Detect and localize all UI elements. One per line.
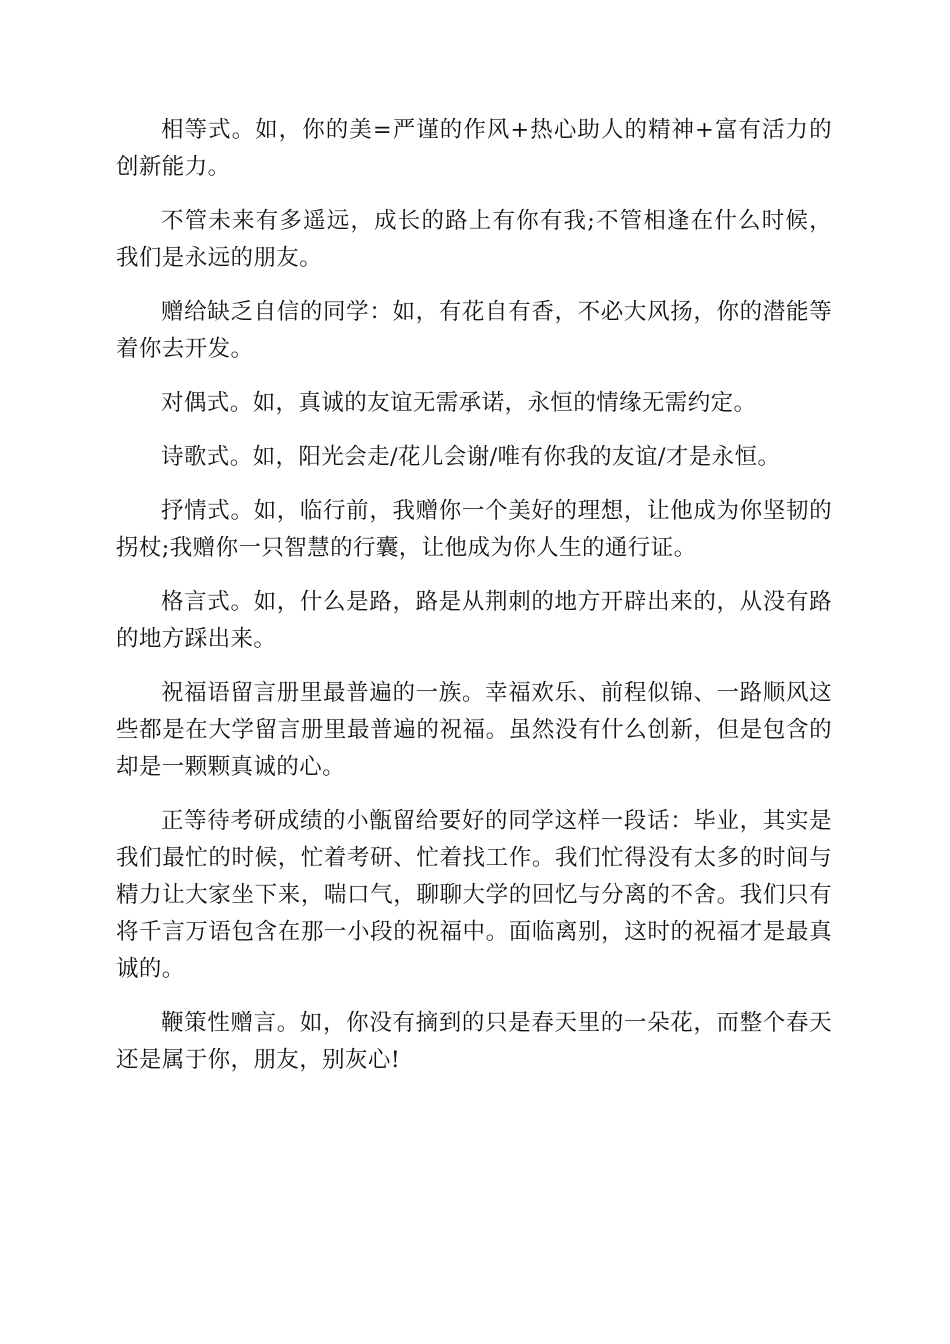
paragraph-poetry-style: 诗歌式。如，阳光会走/花儿会谢/唯有你我的友谊/才是永恒。 xyxy=(161,444,781,470)
paragraph-lyrical-style: 抒情式。如，临行前，我赠你一个美好的理想，让他成为你坚韧的拐杖;我赠你一只智慧的行囊，让他成为你人生的通行证。 xyxy=(116,498,832,561)
paragraph-graduate-message: 正等待考研成绩的小甑留给要好的同学这样一段话：毕业，其实是我们最忙的时候，忙着考研、忙着找工作。我们忙得没有太多的时间与精力让大家坐下来，喘口气，聊聊大学的回忆与分离的不舍。我们只有将千言万语包含在那一小段的祝福中。面临离别，这时的祝福才是最真诚的。 xyxy=(116,808,832,982)
paragraph-confidence: 赠给缺乏自信的同学：如，有花自有香，不必大风扬，你的潜能等着你去开发。 xyxy=(116,299,832,362)
paragraph-friendship-forever: 不管未来有多遥远，成长的路上有你有我;不管相逢在什么时候，我们是永远的朋友。 xyxy=(116,208,832,271)
paragraph-aphorism-style: 格言式。如，什么是路，路是从荆刺的地方开辟出来的，从没有路的地方踩出来。 xyxy=(116,589,832,652)
paragraph-antithesis-style: 对偶式。如，真诚的友谊无需承诺，永恒的情缘无需约定。 xyxy=(161,390,757,416)
paragraph-encouragement: 鞭策性赠言。如，你没有摘到的只是春天里的一朵花，而整个春天还是属于你，朋友，别灰心! xyxy=(116,1010,832,1073)
paragraph-equation-style: 相等式。如，你的美=严谨的作风+热心助人的精神+富有活力的创新能力。 xyxy=(116,117,832,180)
paragraph-blessings: 祝福语留言册里最普遍的一族。幸福欢乐、前程似锦、一路顺风这些都是在大学留言册里最普遍的祝福。虽然没有什么创新，但是包含的却是一颗颗真诚的心。 xyxy=(116,680,832,780)
document-body xyxy=(116,112,832,1096)
